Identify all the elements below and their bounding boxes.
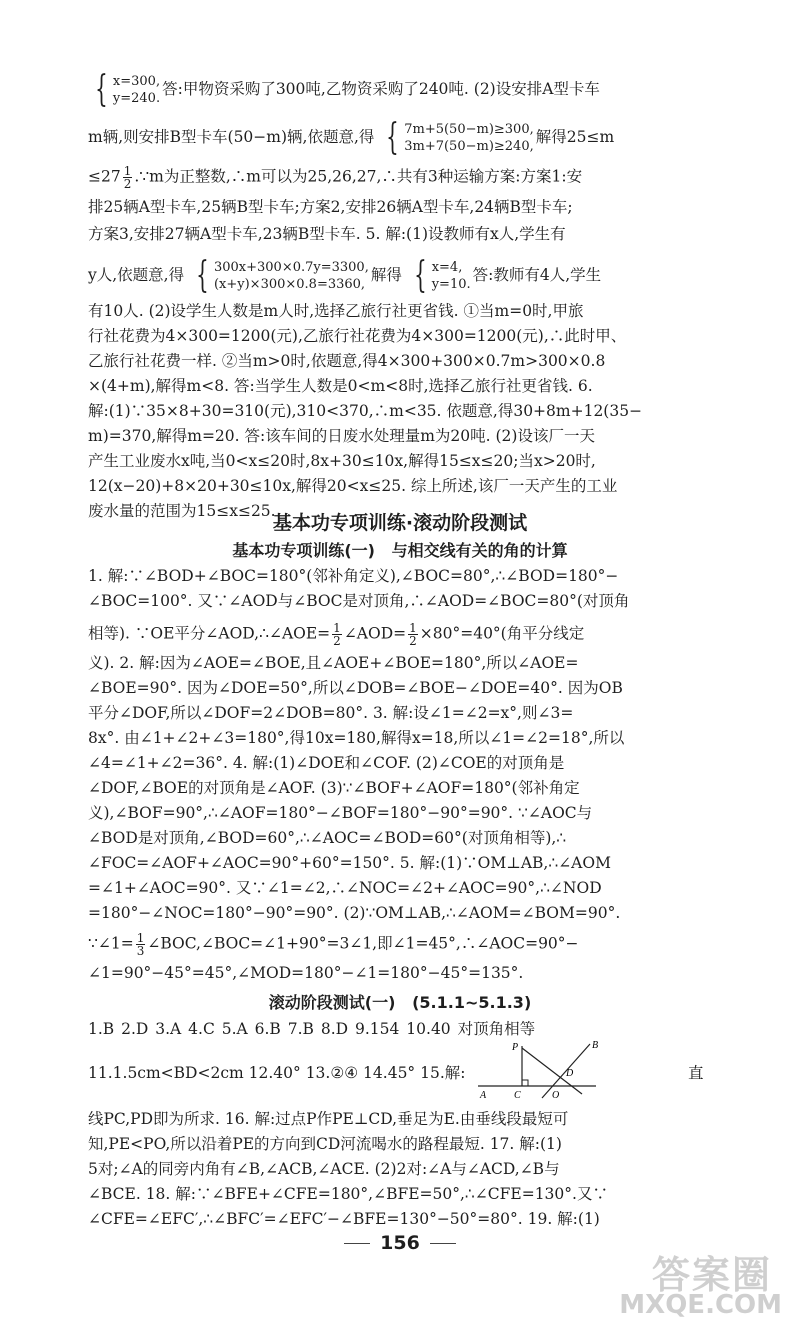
label-o: O xyxy=(552,1090,560,1100)
answer-key-line: 11.1.5cm<BD<2cm 12.40° 13.②④ 14.45° 15.解: xyxy=(88,1064,466,1082)
watermark-url: MXQE.COM xyxy=(619,1290,782,1320)
label-a: A xyxy=(480,1090,487,1100)
page-number-dash xyxy=(344,1243,370,1244)
text-line: 废水量的范围为15≤x≤25. xyxy=(88,502,276,520)
equation-row: x=300, xyxy=(112,74,161,89)
text-line: m)=370,解得m=20. 答:该车间的日废水处理量m为20吨. (2)设该厂一天 xyxy=(88,427,595,445)
page-number-text: 156 xyxy=(380,1232,420,1254)
inequality-system: { 7m+5(50−m)≥300, 3m+7(50−m)≥240, xyxy=(386,117,534,158)
text-line: ∵∠1= $\frac{1}{3}$ ∠BOC,∠BOC=∠1+90°=3∠1,即∠1=45°,∴∠AOC=90°− xyxy=(88,931,579,958)
text-line: 知,PE<PO,所以沿着PE的方向到CD河流喝水的路程最短. 17. 解:(1) xyxy=(88,1135,562,1153)
text-line: 5对;∠A的同旁内角有∠B,∠ACB,∠ACE. (2)2对:∠A与∠ACD,∠B与 xyxy=(88,1160,560,1178)
text-line: 有10人. (2)设学生人数是m人时,选择乙旅行社更省钱. ①当m=0时,甲旅 xyxy=(88,302,584,320)
text-line: 乙旅行社花费一样. ②当m>0时,依题意,得4×300+300×0.7m>300×0.8 xyxy=(88,352,606,370)
text-line: 线PC,PD即为所求. 16. 解:过点P作PE⊥CD,垂足为E.由垂线段最短可 xyxy=(88,1110,569,1128)
solution-system: { x=4, y=10. xyxy=(413,255,471,296)
text-line: 产生工业废水x吨,当0<x≤20时,8x+30≤10x,解得15≤x≤20;当x>20时, xyxy=(88,452,596,470)
text-line: ∠BOE=90°. 因为∠DOE=50°,所以∠DOB=∠BOE−∠DOE=40°. 因为OB xyxy=(88,679,623,697)
text-line: { x=300, y=240.答:甲物资采购了300吨,乙物资采购了240吨. (2)设安排A型卡车 xyxy=(88,72,600,108)
text-line: ∠BOC=100°. 又∵∠AOD与∠BOC是对顶角,∴∠AOD=∠BOC=80°(对顶角 xyxy=(88,592,630,610)
text-line: 解:(1)∵35×8+30=310(元),310<370,∴m<35. 依题意,得30+8m+12(35− xyxy=(88,402,643,420)
equation-row: y=10. xyxy=(431,277,471,292)
label-c: C xyxy=(514,1090,521,1100)
watermark-logo: 答案圈 xyxy=(651,1253,772,1297)
equation-system: { x=300, y=240. xyxy=(95,69,161,110)
text-line: =∠1+∠AOC=90°. 又∵∠1=∠2,∴∠NOC=∠2+∠AOC=90°,∴∠NOD xyxy=(88,879,602,897)
section-title: 基本功专项训练·滚动阶段测试 xyxy=(272,512,528,534)
equation-system: { 300x+300×0.7y=3300, (x+y)×300×0.8=3360, xyxy=(196,255,369,296)
text-line: ∠1=90°−45°=45°,∠MOD=180°−∠1=180°−45°=135°. xyxy=(88,964,524,982)
subsection-title: 基本功专项训练(一) 与相交线有关的角的计算 xyxy=(232,541,568,560)
text-line: 义). 2. 解:因为∠AOE=∠BOE,且∠AOE+∠BOE=180°,所以∠AOE= xyxy=(88,654,579,672)
text-line: ∠BCE. 18. 解:∵∠BFE+∠CFE=180°,∠BFE=50°,∴∠CFE=130°.又∵ xyxy=(88,1185,608,1203)
page-number-dash xyxy=(430,1243,456,1244)
text-line: 1. 解:∵∠BOD+∠BOC=180°(邻补角定义),∠BOC=80°,∴∠BOD=180°− xyxy=(88,567,619,585)
equation-row: y=240. xyxy=(112,91,161,106)
text-line: m辆,则安排B型卡车(50−m)辆,依题意,得 { 7m+5(50−m)≥300, 3m+7(50−m)≥240,解得25≤m xyxy=(88,117,615,158)
text-line: 排25辆A型卡车,25辆B型卡车;方案2,安排26辆A型卡车,24辆B型卡车; xyxy=(88,198,573,216)
watermark xyxy=(572,1244,792,1324)
text-line: ∠DOF,∠BOE的对顶角是∠AOF. (3)∵∠BOF+∠AOF=180°(邻补角定 xyxy=(88,779,580,797)
text-line: ∠BOD是对顶角,∠BOD=60°,∴∠AOC=∠BOD=60°(对顶角相等),∴ xyxy=(88,829,567,847)
subsection-title: 滚动阶段测试(一) (5.1.1~5.1.3) xyxy=(268,993,532,1012)
text-line: y人,依题意,得 { 300x+300×0.7y=3300, (x+y)×300×0.8=3360,解得 { x=4, y=10.答:教师有4人,学生 xyxy=(88,255,602,296)
equation-row: 300x+300×0.7y=3300, xyxy=(213,260,369,275)
text-line: 行社花费为4×300=1200(元),乙旅行社花费为4×300=1200(元),∴此时甲、 xyxy=(88,327,627,345)
answer-key-line: 1.B 2.D 3.A 4.C 5.A 6.B 7.B 8.D 9.154 10.40 对顶角相等 xyxy=(88,1020,536,1038)
text-line: ×(4+m),解得m<8. 答:当学生人数是0<m<8时,选择乙旅行社更省钱. 6. xyxy=(88,377,593,395)
fraction-one-third: $\frac{1}{3}$ xyxy=(136,931,145,958)
text-line: 义),∠BOF=90°,∴∠AOF=180°−∠BOF=180°−90°=90°. ∵∠AOC与 xyxy=(88,804,593,822)
label-b: B xyxy=(592,1040,599,1051)
geometry-diagram xyxy=(478,1040,603,1100)
text-line: 方案3,安排27辆A型卡车,23辆B型卡车. 5. 解:(1)设教师有x人,学生有 xyxy=(88,225,566,243)
text-line: 相等). ∵OE平分∠AOD,∴∠AOE= $\frac{1}{2}$ ∠AOD= $\frac{1}{2}$ ×80°=40°(角平分线定 xyxy=(88,621,585,648)
geometry-figure xyxy=(478,1040,603,1104)
inequality-row: 7m+5(50−m)≥300, xyxy=(404,122,534,137)
answer-key-end: 直 xyxy=(688,1064,704,1082)
text-line: ∠4=∠1+∠2=36°. 4. 解:(1)∠DOE和∠COF. (2)∠COE的对顶角是 xyxy=(88,754,565,772)
label-d: D xyxy=(566,1068,574,1079)
label-p: P xyxy=(512,1042,519,1053)
text-line: ∠FOC=∠AOF+∠AOC=90°+60°=150°. 5. 解:(1)∵OM⊥AB,∴∠AOM xyxy=(88,854,611,872)
equation-row: x=4, xyxy=(431,260,463,275)
text-line: ∠CFE=∠EFC′,∴∠BFC′=∠EFC′−∠BFE=130°−50°=80°. 19. 解:(1) xyxy=(88,1210,600,1228)
fraction-one-half: $\frac{1}{2}$ xyxy=(123,164,132,191)
text-line: =180°−∠NOC=180°−90°=90°. (2)∵OM⊥AB,∴∠AOM=∠BOM=90°. xyxy=(88,904,621,922)
fraction-one-half: $\frac{1}{2}$ xyxy=(333,621,341,648)
text-line: 12(x−20)+8×20+30≤10x,解得20<x≤25. 综上所述,该厂一天产生的工业 xyxy=(88,477,618,495)
text-line: 8x°. 由∠1+∠2+∠3=180°,得10x=180,解得x=18,所以∠1=∠2=18°,所以 xyxy=(88,729,625,747)
text-line: 平分∠DOF,所以∠DOF=2∠DOB=80°. 3. 解:设∠1=∠2=x°,则∠3= xyxy=(88,704,574,722)
inequality-row: 3m+7(50−m)≥240, xyxy=(404,139,534,154)
equation-row: (x+y)×300×0.8=3360, xyxy=(213,277,366,292)
fraction-one-half: $\frac{1}{2}$ xyxy=(409,621,417,648)
text-line: ≤27 $\frac{1}{2}$ .∵m为正整数,∴m可以为25,26,27,∴共有3种运输方案:方案1:安 xyxy=(88,164,583,191)
